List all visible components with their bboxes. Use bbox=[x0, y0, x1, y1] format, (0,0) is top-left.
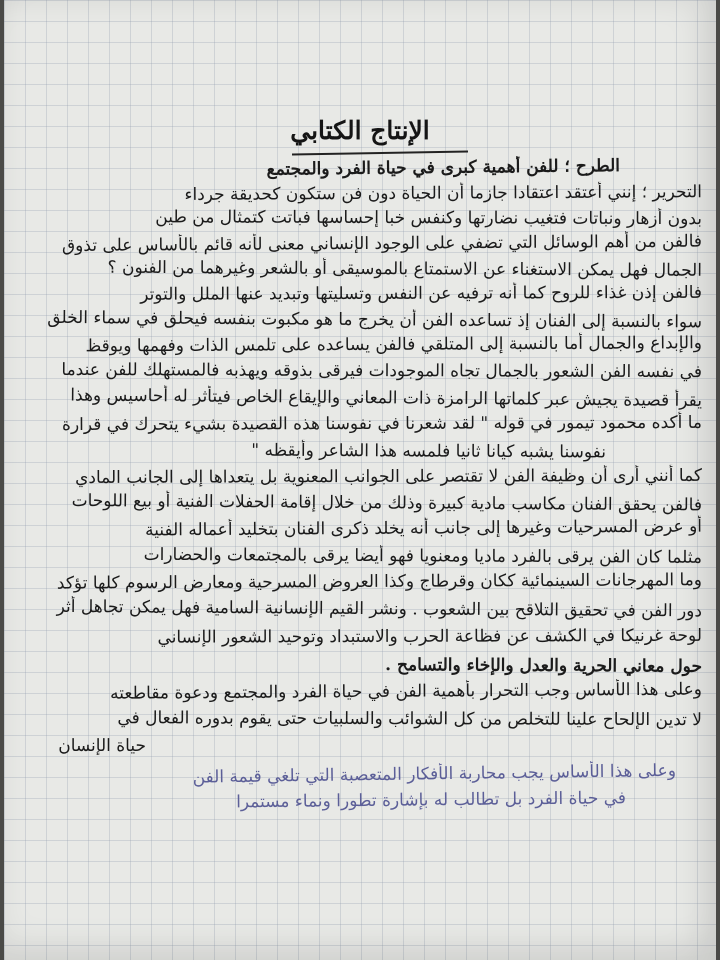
handwritten-line: أو عرض المسرحيات وغيرها إلى جانب أنه يخلد ذكرى الفنان بتخليد أعماله الفنية bbox=[144, 516, 703, 541]
handwritten-line: يقرأ قصيدة يجيش عبر كلماتها الرامزة ذات المعاني والإيقاع الخاص فيتأثر له أحاسيس وهذا bbox=[70, 385, 703, 412]
handwritten-line: في نفسه الفن الشعور بالجمال تجاه الموجودات فيرقى بذوقه ويهذبه فالمستهلك للفن عندما bbox=[61, 359, 703, 383]
notebook-page bbox=[4, 0, 716, 960]
handwritten-line: فالفن من أهم الوسائل التي تضفي على الوجود الإنساني معنى لأنه قائم بالأساس على تذوق bbox=[61, 231, 703, 257]
handwritten-line: ما أكده محمود تيمور في قوله " لقد شعرنا في نفوسنا هذه القصيدة بشيء يتحرك في قرارة bbox=[61, 412, 703, 436]
handwritten-line: حول معاني الحرية والعدل والإخاء والتسامح . bbox=[385, 655, 703, 677]
essay-title: الإنتاج الكتابي bbox=[290, 116, 430, 145]
handwritten-line: لوحة غرنيكا في الكشف عن فظاعة الحرب والاستبداد وتوحيد الشعور الإنساني bbox=[157, 625, 703, 648]
handwritten-line: حياة الإنسان bbox=[58, 736, 146, 756]
handwritten-line: والإبداع والجمال أما بالنسبة إلى المتلقي فالفن يساعده على تلمس الذات وفهمها ويوقظ bbox=[85, 333, 703, 357]
handwritten-line: فالفن إذن غذاء للروح كما أنه ترفيه عن النفس وتسليتها وتبديد عنها الملل والتوتر bbox=[140, 282, 703, 305]
handwritten-line: فالفن يحقق الفنان مكاسب مادية كبيرة وذلك من خلال إقامة الحفلات الفنية أو بيع اللوحات bbox=[71, 491, 703, 516]
handwritten-line: كما أنني أرى أن وظيفة الفن لا تقتصر على الجوانب المعنوية بل يتعداها إلى الجانب المادي bbox=[75, 465, 703, 488]
handwritten-line: الطرح ؛ للفن أهمية كبرى في حياة الفرد والمجتمع bbox=[266, 156, 621, 180]
handwritten-line: بدون أزهار ونباتات فتغيب نضارتها وكنفس خبا إحساسها فباتت كتمثال من طين bbox=[155, 207, 703, 230]
handwritten-line: وعلى هذا الأساس وجب التحرار بأهمية الفن في حياة الفرد والمجتمع ودعوة مقاطعته bbox=[110, 679, 703, 704]
blue-ink-line: وعلى هذا الأساس يجب محاربة الأفكار المتعصبة التي تلغي قيمة الفن bbox=[192, 760, 677, 788]
blue-ink-line: في حياة الفرد بل تطالب له بإشارة تطورا ونماء مستمرا bbox=[236, 788, 627, 813]
handwritten-line: وما المهرجانات السينمائية ككان وقرطاج وكذا العروض المسرحية ومعارض الرسوم كلها تؤكد bbox=[56, 570, 703, 594]
handwritten-line: سواء بالنسبة إلى الفنان إذ تساعده الفن أن يخرج ما هو مكبوت بنفسه فيحلق في سماء الخلق bbox=[47, 307, 703, 333]
handwritten-line: دور الفن في تحقيق التلاقح بين الشعوب . ونشر القيم الإنسانية السامية فهل يمكن تجاهل أثر bbox=[56, 596, 703, 622]
handwritten-line: نفوسنا يشبه كيانا ثانيا فلمسه هذا الشاعر وأيقظه " bbox=[251, 440, 607, 463]
handwritten-line: التحرير ؛ إنني أعتقد اعتقادا جازما أن الحياة دون فن ستكون كحديقة جرداء bbox=[184, 182, 703, 205]
handwritten-line: مثلما كان الفن يرقى بالفرد ماديا ومعنويا فهو أيضا يرقى بالمجتمعات والحضارات bbox=[143, 544, 703, 568]
handwritten-line: الجمال فهل يمكن الاستغناء عن الاستمتاع بالموسيقى أو بالشعر وغيرهما من الفنون ؟ bbox=[107, 257, 703, 281]
essay-body bbox=[4, 0, 716, 960]
handwritten-line: لا تدين الإلحاح علينا للتخلص من كل الشوائب والسلبيات حتى يقوم بدوره الفعال في bbox=[117, 708, 703, 731]
